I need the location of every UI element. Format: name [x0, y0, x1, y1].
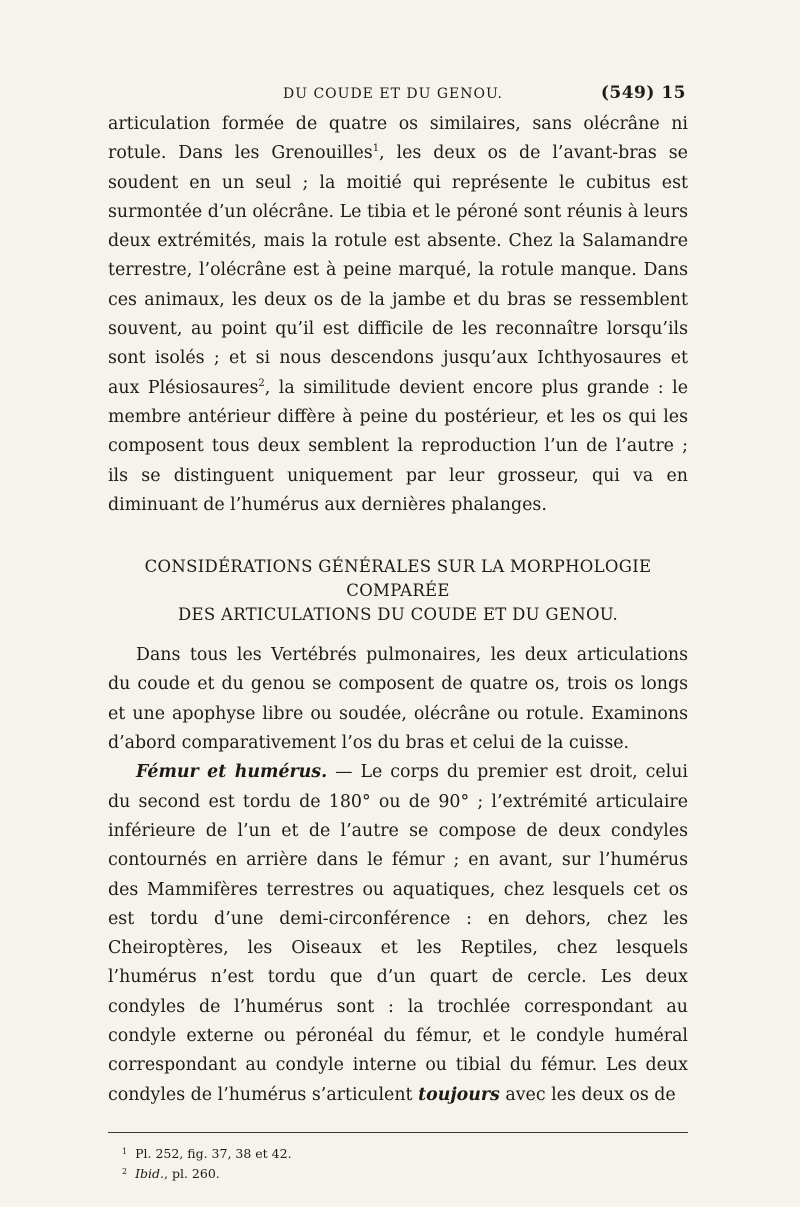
footnote-1-text: Pl. 252, fig. 37, 38 et 42. — [135, 1145, 292, 1161]
running-title: DU COUDE ET DU GENOU. — [283, 86, 503, 102]
footnote-divider — [108, 1132, 688, 1133]
footnote-mark-1: 1 — [122, 1146, 128, 1156]
page-number: (549) 15 — [600, 83, 686, 103]
paragraph-1-text-c: , la similitude devient encore plus grande : le membre antérieur diffère à peine du postérieur, et les os qui les composent tous deux semblent la reproduction l’un de l’autre ; ils se distinguent uniquement par leur grosseur, qui va en diminuant de l’humérus aux dernières phalanges. — [108, 377, 688, 515]
page-header — [108, 80, 688, 110]
section-heading-line-2: DES ARTICULATIONS DU COUDE ET DU GENOU. — [177, 605, 619, 625]
paragraph-3-text-a: — Le corps du premier est droit, celui du second est tordu de 180° ou de 90° ; l’extrémité articulaire inférieure de l’un et de l’autre se compose de deux condyles contournés en arrière dans le fémur ; en avant, sur l’humérus des Mammifères terrestres ou aquatiques, chez lesquels cet os est tordu d’une demi-circonférence : en dehors, chez les Cheiroptères, les Oiseaux et les Reptiles, chez lesquels l’humérus n’est tordu que d’un quart de cercle. Les deux condyles de l’humérus sont : la trochlée correspondant au condyle externe ou péronéal du fémur, et le condyle huméral correspondant au condyle interne ou tibial du fémur. Les deux condyles de l’humérus s’articulent — [108, 762, 688, 1105]
document-page — [108, 80, 688, 1183]
body-text — [108, 110, 688, 1110]
footnote-ref-1: 1 — [372, 143, 380, 155]
paragraph-1-text-a: articulation formée de quatre os similaires, sans olécrâne ni rotule. Dans les Grenouilles — [108, 114, 688, 164]
section-heading-line-1: CONSIDÉRATIONS GÉNÉRALES SUR LA MORPHOLOGIE COMPARÉE — [144, 557, 652, 601]
paragraph-1-text-b: , les deux os de l’avant-bras se soudent en un seul ; la moitié qui représente le cubitus est surmontée d’un olécrâne. Le tibia et le péroné sont réunis à leurs deux extrémités, mais la rotule est absente. Chez la Salamandre terrestre, l’olécrâne est à peine marqué, la rotule manque. Dans ces animaux, les deux os de la jambe et du bras se ressemblent souvent, au point qu’il est difficile de les reconnaître lorsqu’ils sont isolés ; et si nous descendons jusqu’aux Ichthyosaures et aux Plésiosaures — [108, 143, 688, 398]
paragraph-3-text-b: avec les deux os de — [499, 1084, 676, 1105]
footnote-2-ibid: Ibid. — [135, 1165, 165, 1181]
run-in-heading: Fémur et humérus. — [136, 762, 328, 783]
footnote-1 — [122, 1143, 688, 1163]
footnote-ref-2: 2 — [258, 377, 265, 389]
paragraph-3 — [108, 758, 688, 1110]
paragraph-2: Dans tous les Vertébrés pulmonaires, les deux articulations du coude et du genou se composent de quatre os, trois os longs et une apophyse libre ou soudée, olécrâne ou rotule. Examinons d’abord comparativement l’os du bras et celui de la cuisse. — [108, 645, 688, 754]
footnote-mark-2: 2 — [122, 1166, 128, 1176]
footnote-2 — [122, 1163, 688, 1183]
footnote-2-text: , pl. 260. — [164, 1165, 220, 1181]
section-heading — [108, 555, 688, 627]
emphasis-toujours: toujours — [418, 1084, 500, 1105]
paragraph-1 — [108, 110, 688, 520]
footnotes — [108, 1143, 688, 1183]
